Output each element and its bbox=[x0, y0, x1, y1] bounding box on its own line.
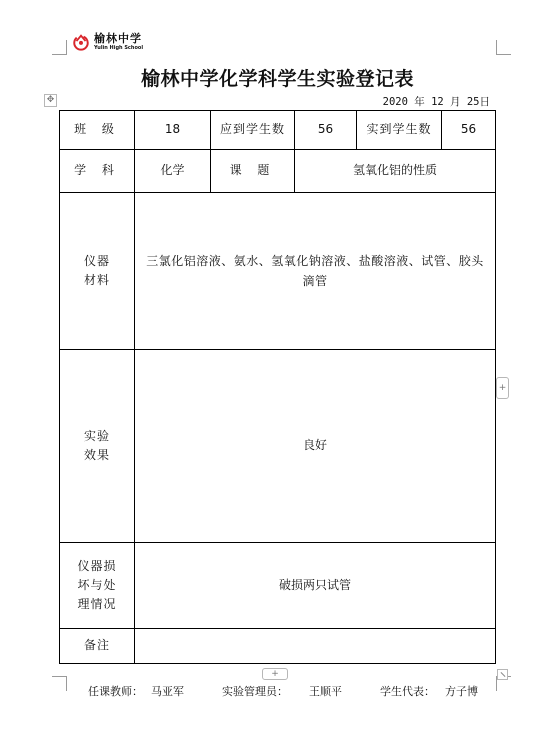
table-row bbox=[60, 543, 496, 629]
logo-mark-icon bbox=[72, 33, 90, 51]
subject-label: 学 科 bbox=[60, 150, 135, 193]
admin-name: 王顺平 bbox=[309, 685, 342, 698]
damage-label bbox=[60, 543, 135, 629]
subject-value[interactable]: 化学 bbox=[135, 150, 211, 193]
record-date: 2020 年 12 月 25日 bbox=[382, 96, 490, 108]
table-row bbox=[60, 193, 496, 350]
topic-value[interactable]: 氢氧化铝的性质 bbox=[295, 150, 496, 193]
logo-english-name: Yulin High School bbox=[94, 45, 144, 51]
expected-students-value[interactable]: 56 bbox=[295, 111, 357, 150]
materials-label bbox=[60, 193, 135, 350]
class-value[interactable]: 18 bbox=[135, 111, 211, 150]
add-row-button[interactable] bbox=[262, 668, 288, 680]
damage-label-line: 理情况 bbox=[77, 597, 117, 612]
notes-value[interactable] bbox=[135, 629, 496, 664]
admin-label: 实验管理员： bbox=[222, 685, 288, 698]
materials-value[interactable]: 三氯化铝溶液、氨水、氢氧化钠溶液、盐酸溶液、试管、胶头滴管 bbox=[135, 193, 496, 350]
damage-value[interactable]: 破损两只试管 bbox=[135, 543, 496, 629]
effect-label-line: 实验 bbox=[83, 428, 110, 443]
plus-icon: + bbox=[271, 669, 279, 679]
table-row bbox=[60, 629, 496, 664]
damage-label-line: 仪器损 bbox=[77, 558, 117, 573]
expected-students-label: 应到学生数 bbox=[211, 111, 295, 150]
logo-chinese-name: 榆林中学 bbox=[94, 32, 142, 45]
plus-icon: + bbox=[498, 383, 507, 393]
school-logo bbox=[72, 30, 143, 54]
page-corner-mark bbox=[52, 676, 67, 691]
effect-label-line: 效果 bbox=[83, 448, 110, 462]
registration-table bbox=[59, 110, 496, 664]
teacher-label: 任课教师： bbox=[88, 685, 143, 698]
damage-label-line: 坏与处 bbox=[77, 577, 117, 592]
add-column-button[interactable] bbox=[496, 377, 509, 399]
table-row bbox=[60, 150, 496, 193]
materials-label-line: 仪器 bbox=[83, 253, 110, 268]
effect-label bbox=[60, 350, 135, 543]
page-corner-mark bbox=[52, 40, 67, 55]
resize-icon[interactable] bbox=[497, 669, 508, 680]
class-label: 班 级 bbox=[60, 111, 135, 150]
table-row bbox=[60, 350, 496, 543]
actual-students-value[interactable]: 56 bbox=[442, 111, 496, 150]
topic-label: 课 题 bbox=[211, 150, 295, 193]
student-name: 方子博 bbox=[445, 685, 478, 698]
document-title: 榆林中学化学科学生实验登记表 bbox=[140, 68, 414, 90]
page-corner-mark bbox=[496, 40, 511, 55]
table-row bbox=[60, 111, 496, 150]
teacher-name: 马亚军 bbox=[151, 685, 184, 698]
move-icon[interactable]: ✥ bbox=[44, 94, 57, 107]
notes-label: 备注 bbox=[60, 629, 135, 664]
materials-label-line: 材料 bbox=[83, 273, 110, 287]
effect-value[interactable]: 良好 bbox=[135, 350, 496, 543]
actual-students-label: 实到学生数 bbox=[357, 111, 442, 150]
student-label: 学生代表： bbox=[380, 685, 435, 698]
